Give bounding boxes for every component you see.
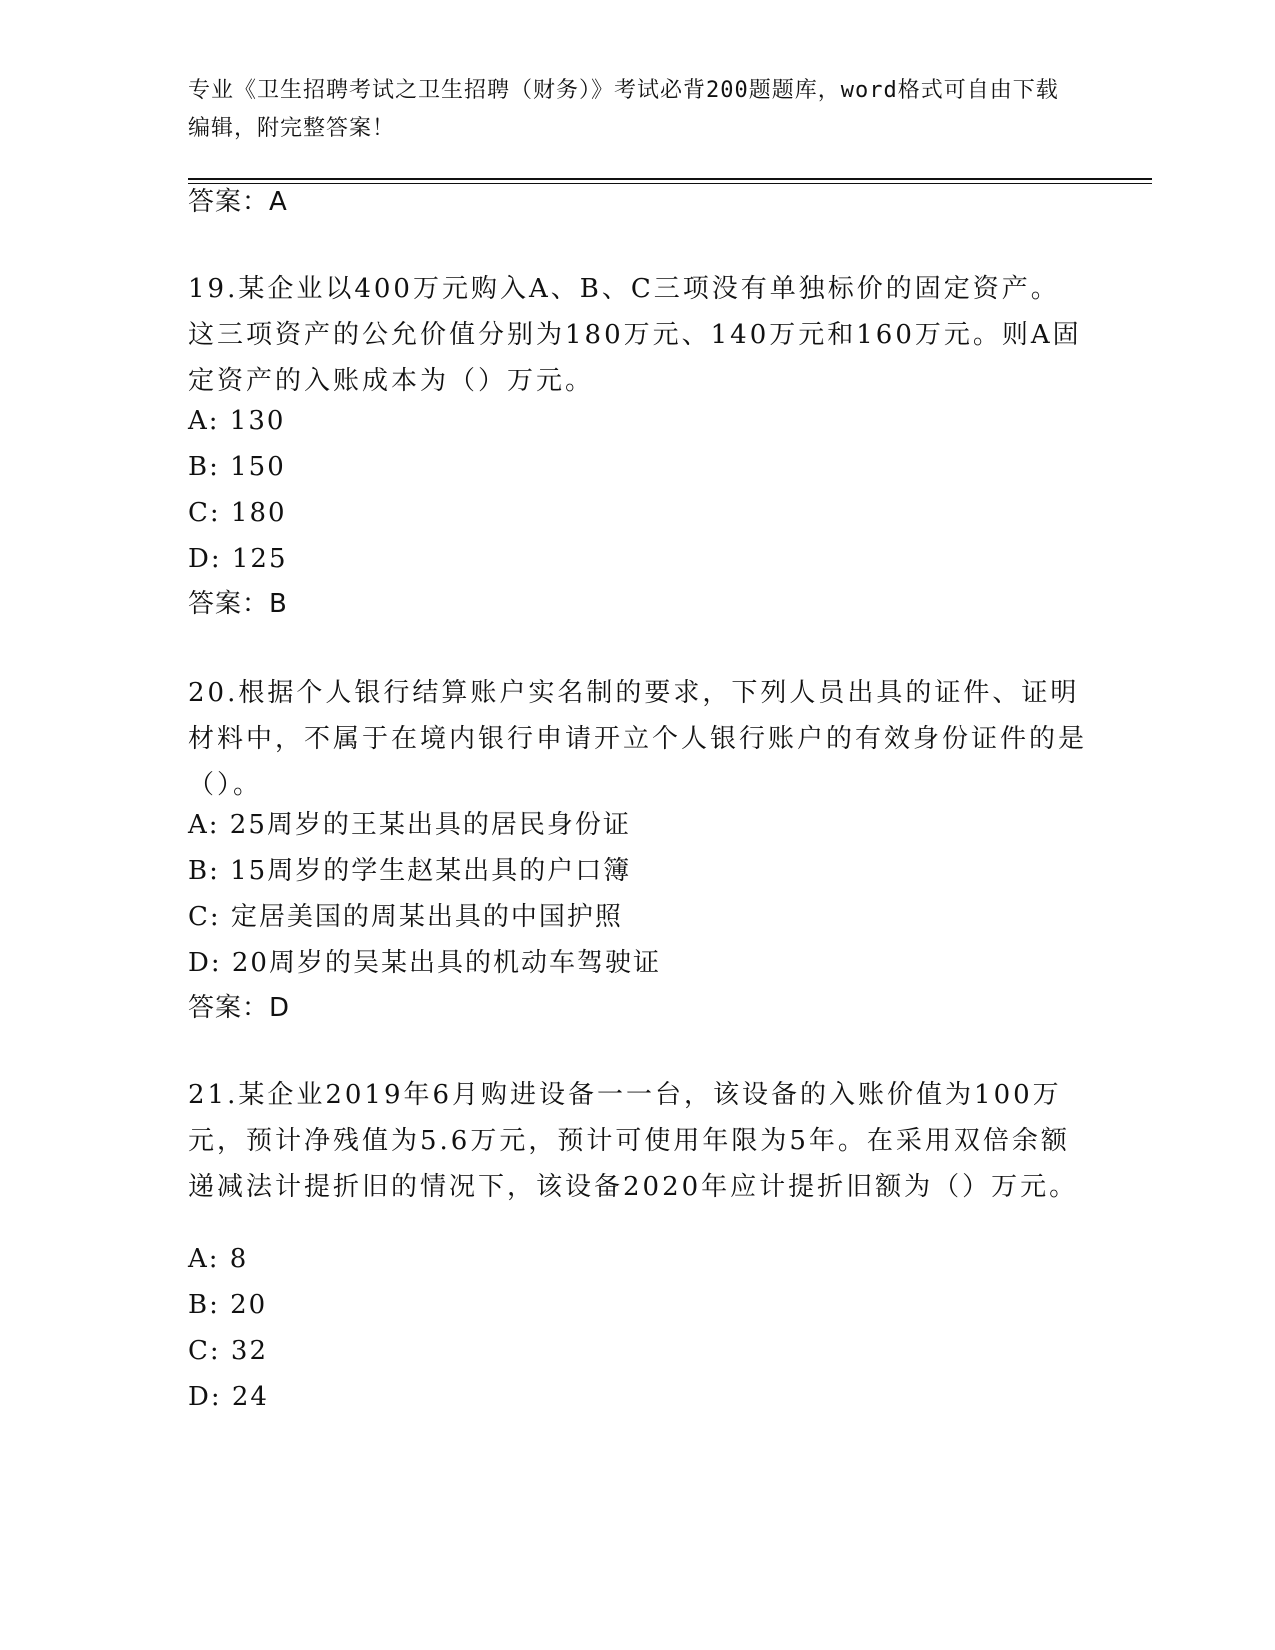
header-divider <box>188 178 1152 180</box>
answer-18: 答案：A <box>188 187 288 217</box>
option-d: D: 125 <box>188 544 288 574</box>
option-a: A: 8 <box>188 1244 249 1274</box>
option-d: D: 24 <box>188 1382 269 1412</box>
question-21-options <box>188 1236 269 1420</box>
header-divider-thin <box>188 183 1152 184</box>
option-b: B: 150 <box>188 452 286 482</box>
option-d: D: 20周岁的吴某出具的机动车驾驶证 <box>188 948 661 978</box>
document-header: 专业《卫生招聘考试之卫生招聘（财务）》考试必背200题题库，word格式可自由下载编辑，附完整答案！ <box>188 78 1059 141</box>
question-20-text: 20.根据个人银行结算账户实名制的要求，下列人员出具的证件、证明材料中，不属于在境内银行申请开立个人银行账户的有效身份证件的是（）。 <box>188 678 1088 800</box>
option-c: C: 定居美国的周某出具的中国护照 <box>188 902 623 932</box>
question-19-text: 19.某企业以400万元购入A、B、C三项没有单独标价的固定资产。这三项资产的公允价值分别为180万元、140万元和160万元。则A固定资产的入账成本为（）万元。 <box>188 274 1082 396</box>
option-a: A: 130 <box>188 406 286 436</box>
question-20-options <box>188 802 661 986</box>
option-a: A: 25周岁的王某出具的居民身份证 <box>188 810 631 840</box>
answer-19: 答案：B <box>188 589 288 619</box>
option-c: C: 180 <box>188 498 287 528</box>
answer-20: 答案：D <box>188 993 291 1023</box>
question-19-options <box>188 398 288 582</box>
option-c: C: 32 <box>188 1336 269 1366</box>
question-21-text: 21.某企业2019年6月购进设备一一台，该设备的入账价值为100万元，预计净残值为5.6万元，预计可使用年限为5年。在采用双倍余额递减法计提折旧的情况下，该设备2020年应计提折旧额为（）万元。 <box>188 1080 1079 1202</box>
option-b: B: 15周岁的学生赵某出具的户口簿 <box>188 856 632 886</box>
option-b: B: 20 <box>188 1290 268 1320</box>
